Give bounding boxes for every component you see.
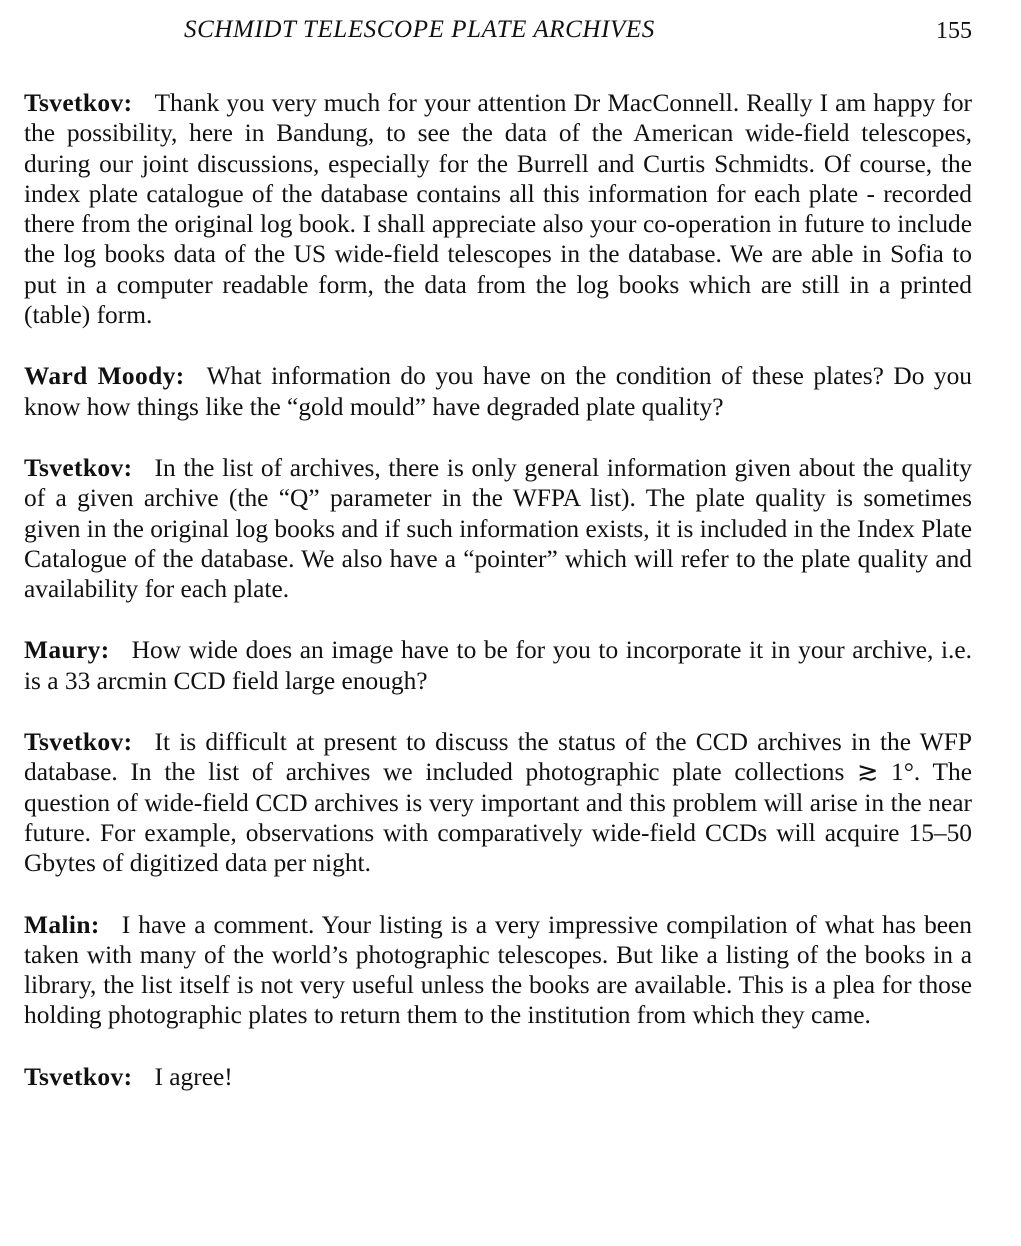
turn-text: Thank you very much for your attention Dr MacConnell. Really I am happy for the possibility, here in Bandung, to see the data of the American wide-field telescopes, during our joint discussions, especially for the Burrell and Curtis Schmidts. Of course, the index plate catalogue of the database contains all this information for each plate - recorded there from the original log book. I shall appreciate also your co-operation in future to include the log books data of the US wide-field telescopes in the database. We are able in Sofia to put in a computer readable form, the data from the log books which are still in a printed (table) form. <box>24 89 972 330</box>
discussion-turn <box>24 361 972 422</box>
speaker-name: Tsvetkov: <box>24 453 133 482</box>
speaker-name: Tsvetkov: <box>24 1062 133 1091</box>
discussion-turn <box>24 453 972 604</box>
turn-text: I have a comment. Your listing is a very impressive compilation of what has been taken with many of the world’s photographic telescopes. But like a listing of the books in a library, the list itself is not very useful unless the books are available. This is a plea for those holding photographic plates to return them to the institution from which they came. <box>24 910 972 1030</box>
turn-text: What information do you have on the condition of these plates? Do you know how things like the “gold mould” have degraded plate quality? <box>24 362 972 421</box>
discussion-turn <box>24 910 972 1031</box>
discussion-turn <box>24 635 972 696</box>
turn-text: How wide does an image have to be for you to incorporate it in your archive, i.e. is a 33 arcmin CCD field large enough? <box>24 636 972 695</box>
turn-text: I agree! <box>154 1062 233 1091</box>
page-number: 155 <box>936 18 972 44</box>
speaker-name: Maury: <box>24 636 110 665</box>
speaker-name: Tsvetkov: <box>24 728 133 757</box>
running-title: SCHMIDT TELESCOPE PLATE ARCHIVES <box>184 16 655 43</box>
discussion-turn <box>24 88 972 330</box>
speaker-name: Ward Moody: <box>24 362 185 391</box>
running-head <box>24 14 972 54</box>
discussion-turn <box>24 1062 972 1092</box>
turn-text: It is difficult at present to discuss the status of the CCD archives in the WFP database. In the list of archives we included photographic plate collections ≳ 1°. The question of wide-field CCD archives is very important and this problem will arise in the near future. For example, observations with comparatively wide-field CCDs will acquire 15–50 Gbytes of digitized data per night. <box>24 728 972 878</box>
discussion-transcript <box>24 88 972 1092</box>
turn-text: In the list of archives, there is only general information given about the quality of a given archive (the “Q” parameter in the WFPA list). The plate quality is sometimes given in the original log books and if such information exists, it is included in the Index Plate Catalogue of the database. We also have a “pointer” which will refer to the plate quality and availability for each plate. <box>24 453 972 604</box>
speaker-name: Tsvetkov: <box>24 89 133 117</box>
document-page <box>24 14 972 1234</box>
discussion-turn <box>24 727 972 878</box>
speaker-name: Malin: <box>24 910 100 939</box>
